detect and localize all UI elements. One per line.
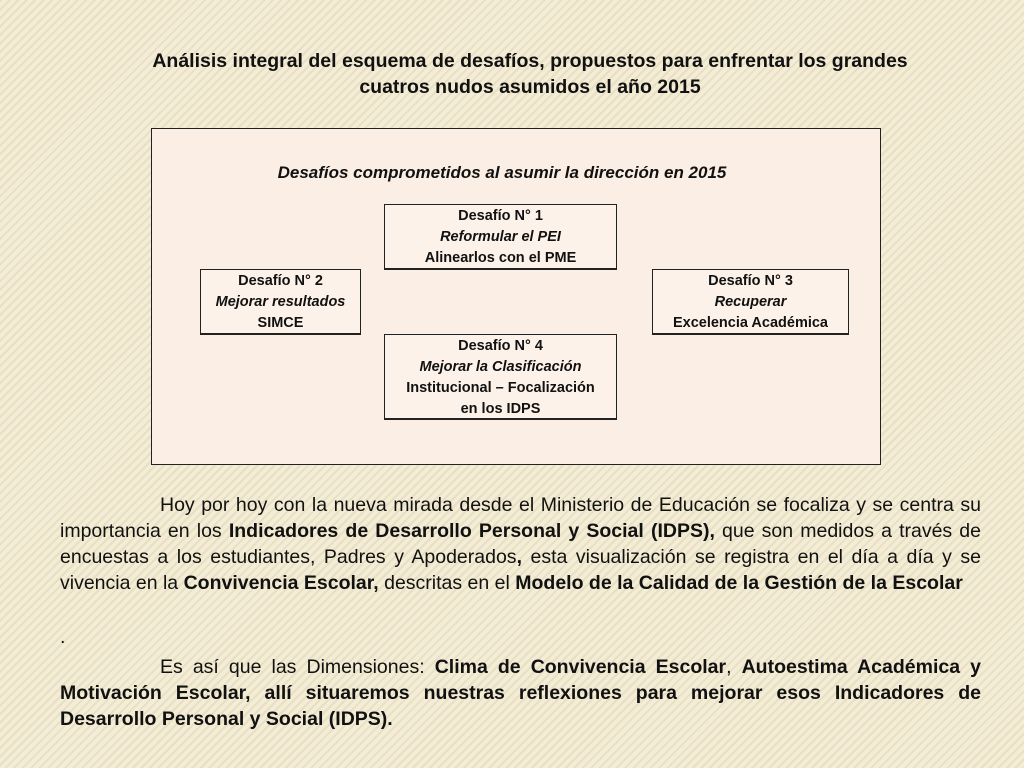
challenge-1-label: Desafío N° 1 bbox=[458, 208, 543, 224]
slide-title-line1: Análisis integral del esquema de desafíos, propuestos para enfrentar los grandes bbox=[152, 50, 908, 72]
challenge-2-label: Desafío N° 2 bbox=[238, 273, 323, 289]
p1-text-4: descritas en el bbox=[378, 572, 516, 594]
p1-text-2: que son medidos a través de encuestas a los estudiantes, Padres y Apoderados bbox=[60, 520, 981, 568]
challenge-box-4 bbox=[384, 334, 617, 420]
diagram-heading: Desafíos comprometidos al asumir la dirección en 2015 bbox=[277, 163, 727, 182]
p1-bold-convivencia: Convivencia Escolar, bbox=[183, 572, 379, 594]
p1-bold-modelo: Modelo de la Calidad de la Gestión de la Escolar bbox=[515, 572, 963, 594]
challenge-4-line2: Mejorar la Clasificación bbox=[419, 359, 582, 375]
challenge-2-line3: SIMCE bbox=[257, 315, 304, 331]
challenge-3-label: Desafío N° 3 bbox=[708, 273, 793, 289]
p2-text-1: Es así que las Dimensiones: bbox=[160, 656, 435, 678]
challenge-3-line3: Excelencia Académica bbox=[672, 315, 829, 331]
challenge-box-1 bbox=[384, 204, 617, 270]
challenges-diagram bbox=[151, 128, 881, 465]
p1-bold-idps: Indicadores de Desarrollo Personal y Social (IDPS), bbox=[228, 520, 715, 542]
paragraph-idps-focus bbox=[60, 492, 981, 596]
slide-title-line2: cuatros nudos asumidos el año 2015 bbox=[359, 76, 701, 98]
challenge-2-line2: Mejorar resultados bbox=[215, 294, 346, 310]
separator-dot: . bbox=[60, 626, 66, 648]
challenge-box-3 bbox=[652, 269, 849, 335]
challenge-4-label: Desafío N° 4 bbox=[458, 338, 543, 354]
challenge-1-line3: Alinearlos con el PME bbox=[424, 250, 577, 266]
slide-title bbox=[60, 48, 1000, 100]
p1-text-1: Hoy por hoy con la nueva mirada desde el Ministerio de Educación se focaliza y se centra su importancia en los bbox=[60, 494, 981, 542]
challenge-3-line2: Recuperar bbox=[714, 294, 787, 310]
p2-text-2: , bbox=[726, 656, 742, 678]
challenge-4-line4: en los IDPS bbox=[460, 401, 541, 417]
challenge-box-2 bbox=[200, 269, 361, 335]
p1-bold-comma: , bbox=[516, 546, 522, 568]
paragraph-dimensions bbox=[60, 654, 981, 732]
challenge-1-line2: Reformular el PEI bbox=[440, 229, 561, 245]
p2-bold-clima: Clima de Convivencia Escolar bbox=[434, 656, 727, 678]
challenge-4-line3: Institucional – Focalización bbox=[406, 380, 595, 396]
p1-text-3: esta visualización se registra en el día a día y se vivencia en la bbox=[60, 546, 981, 594]
p2-bold-autoestima: Autoestima Académica y Motivación Escolar, allí situaremos nuestras reflexiones para mejorar esos Indicadores de Desarrollo Personal y Social (IDPS). bbox=[60, 656, 981, 730]
